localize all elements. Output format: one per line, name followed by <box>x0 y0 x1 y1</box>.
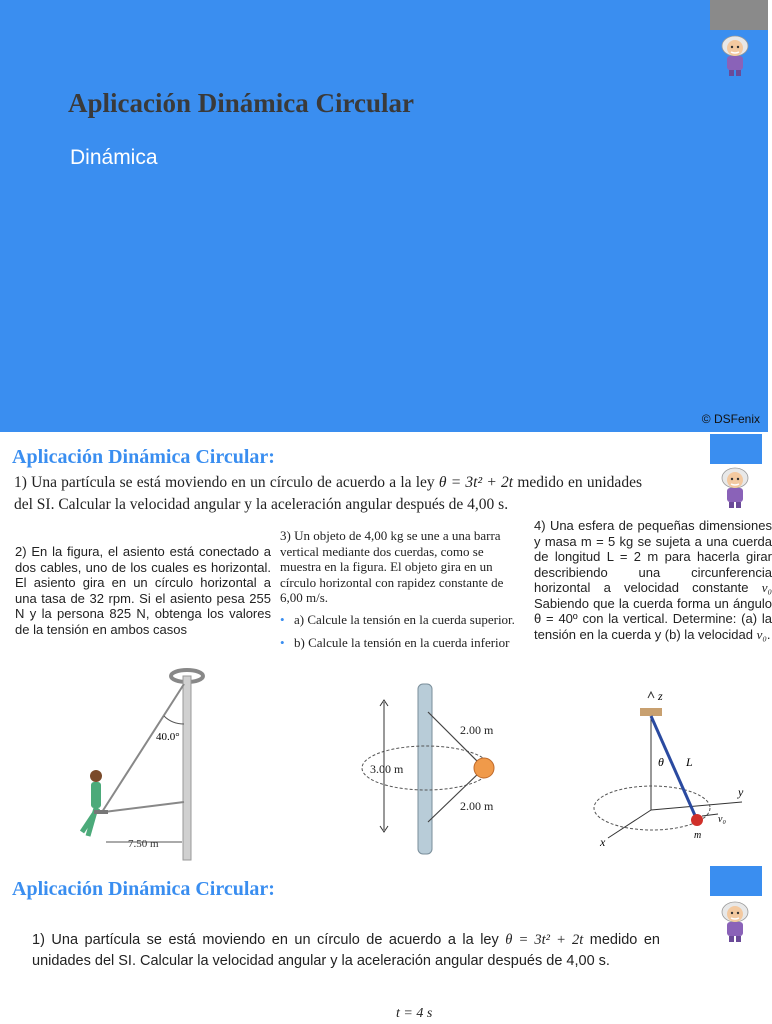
problem-2-text: 2) En la figura, el asiento está conectado a dos cables, uno de los cuales es horizontal. El asiento gira en un círculo horizontal a una tasa de 32 rpm. Si el asiento pesa 255 N y la persona 825 N, obtenga los valores de la tensión en ambos casos <box>15 544 271 637</box>
height-label: 3.00 m <box>370 762 404 776</box>
swing-figure <box>60 664 230 860</box>
problem-3-list <box>280 612 516 651</box>
horizontal-cable <box>104 802 184 812</box>
problem-1-equation: θ = 3t² + 2t <box>438 474 514 491</box>
x-axis-label: x <box>600 835 606 849</box>
problem-1-text <box>14 472 642 516</box>
vertical-rod <box>418 684 432 854</box>
einstein-mascot-icon <box>718 34 752 78</box>
time-equation: t = 4 s <box>396 1006 433 1021</box>
problem-1-equation: θ = 3t² + 2t <box>505 932 584 948</box>
section-heading: Aplicación Dinámica Circular: <box>12 446 275 468</box>
list-item: • b) Calcule la tensión en la cuerda inferior <box>280 635 516 651</box>
copyright-text: © DSFenix <box>701 412 760 426</box>
length-label: 7.50 m <box>128 838 159 850</box>
y-axis-label: y <box>738 785 744 799</box>
inclined-cable <box>102 684 184 812</box>
theta-label: θ <box>658 755 664 769</box>
problem-1-statement-end: medido en unidades del SI. Calcular la velocidad angular y la aceleración angular después de 4,00 s. <box>32 932 660 969</box>
angle-label: 40.0° <box>156 731 180 743</box>
length-label: L <box>686 755 693 769</box>
slide-title: Aplicación Dinámica Circular <box>68 88 414 118</box>
problem-4-statement-cont: Sabiendo que la cuerda forma un ángulo θ = 40º con la vertical. Determine: (a) la tensión en la cuerda y (b) la velocidad <box>534 595 772 642</box>
upper-length-label: 2.00 m <box>460 723 494 737</box>
sphere-mass <box>474 758 494 778</box>
conical-pendulum-figure <box>594 688 754 860</box>
problem-4-text <box>534 518 772 642</box>
section-heading: Aplicación Dinámica Circular: <box>12 878 275 900</box>
ceiling-support <box>640 708 662 716</box>
title-slide <box>0 0 768 432</box>
velocity-symbol: v₀ <box>756 626 767 642</box>
problems-slide <box>0 432 772 864</box>
rod-sphere-figure <box>356 682 516 862</box>
list-item: • a) Calcule la tensión en la cuerda superior. <box>280 612 516 628</box>
solution-slide <box>0 864 768 1024</box>
einstein-mascot-icon <box>718 466 752 510</box>
mass-label: m <box>694 830 702 841</box>
z-axis-label: z <box>658 689 663 703</box>
problem-1-statement-end: medido en unidades del SI. Calcular la velocidad angular y la aceleración angular después de 4,00 s. <box>14 474 642 513</box>
pendulum-mass <box>691 814 703 826</box>
problem-3-text <box>280 528 516 659</box>
corner-blue-block <box>710 866 762 896</box>
problem-4-statement: 4) Una esfera de pequeñas dimensiones y masa m = 5 kg se sujeta a una cuerda de longitud L = 2 m para hacerla girar describiendo una circunferencia horizontal a velocidad constante <box>534 518 772 595</box>
y-axis <box>651 802 742 810</box>
problem-1-repeat-text <box>32 930 660 972</box>
velocity-label: v₀ <box>718 814 726 825</box>
vertical-pole <box>183 676 191 860</box>
problem-1-statement: 1) Una partícula se está moviendo en un círculo de acuerdo a la ley <box>32 932 506 948</box>
problem-4-end: . <box>766 626 771 642</box>
velocity-symbol: v₀ <box>761 580 772 595</box>
einstein-mascot-icon <box>718 900 752 944</box>
slide-subtitle: Dinámica <box>70 146 158 169</box>
corner-blue-block <box>710 434 762 464</box>
x-axis <box>608 810 651 838</box>
problem-3-intro: 3) Un objeto de 4,00 kg se une a una barra vertical mediante dos cuerdas, como se muestra en la figura. El objeto gira en un círculo horizontal con rapidez constante de 6,00 m/s. <box>280 528 504 605</box>
problem-1-statement: 1) Una partícula se está moviendo en un círculo de acuerdo a la ley <box>14 474 439 491</box>
lower-length-label: 2.00 m <box>460 799 494 813</box>
corner-gray-block <box>710 0 768 30</box>
